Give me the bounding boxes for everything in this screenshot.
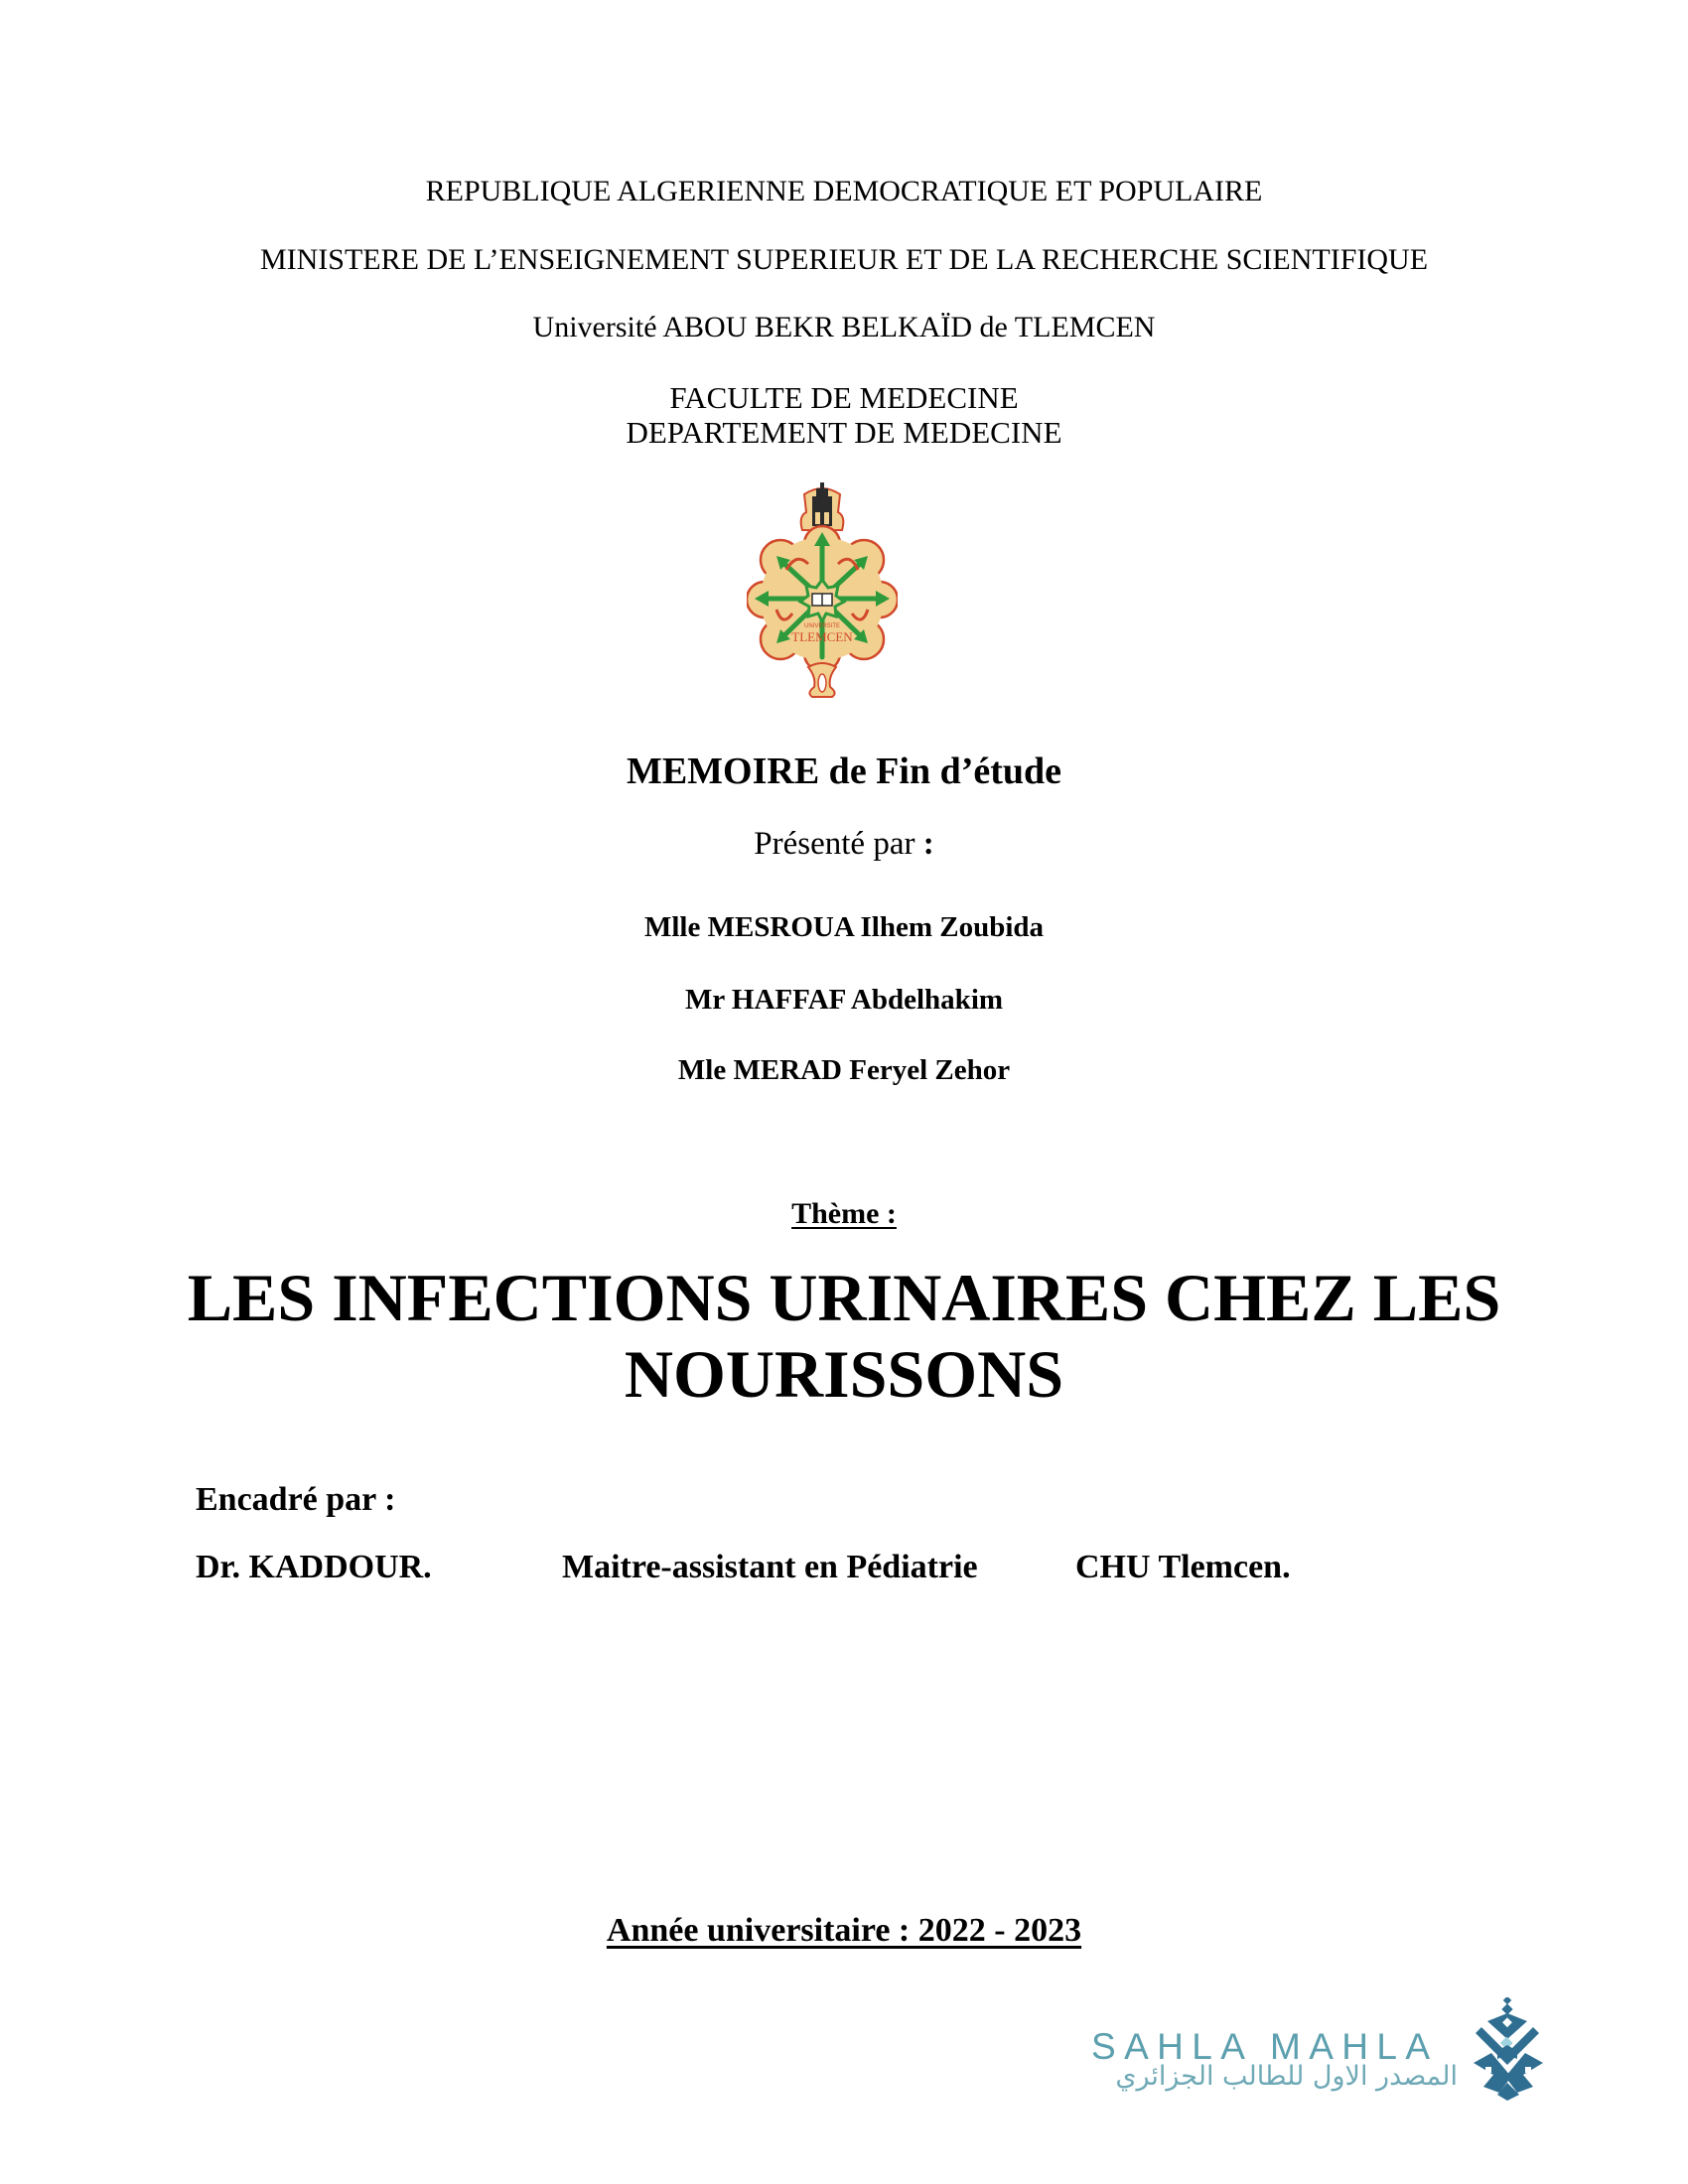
- supervisor-institution: CHU Tlemcen.: [1075, 1549, 1291, 1585]
- presented-by-label: [0, 828, 1688, 861]
- ministry-heading: MINISTERE DE L’ENSEIGNEMENT SUPERIEUR ET DE LA RECHERCHE SCIENTIFIQUE: [259, 243, 1429, 276]
- presented-by-colon: :: [914, 826, 934, 862]
- academic-year-row: [0, 1914, 1688, 1948]
- supervised-by-label: Encadré par :: [196, 1481, 396, 1518]
- memoire-title: MEMOIRE de Fin d’étude: [626, 751, 1062, 792]
- theme-label: Thème :: [791, 1197, 897, 1230]
- sahla-mahla-brand: SAHLA MAHLA: [1091, 2026, 1439, 2067]
- sahla-mahla-emblem-icon: [1472, 1997, 1545, 2101]
- supervisor-role: Maitre-assistant en Pédiatrie: [562, 1549, 978, 1585]
- thesis-title-line-2: NOURISSONS: [624, 1336, 1064, 1412]
- faculty-heading: FACULTE DE MEDECINE: [669, 380, 1019, 415]
- svg-text:TLEMCEN: TLEMCEN: [791, 629, 853, 644]
- presented-by-text: Présenté par: [754, 826, 915, 862]
- university-tlemcen-emblem-icon: [747, 482, 898, 699]
- thesis-title-line-1: LES INFECTIONS URINAIRES CHEZ LES: [187, 1260, 1501, 1335]
- author-2: Mr HAFFAF Abdelhakim: [684, 984, 1004, 1016]
- author-1: Mlle MESROUA Ilhem Zoubida: [643, 911, 1045, 943]
- svg-text:UNIVERSITE: UNIVERSITE: [803, 623, 841, 629]
- sahla-mahla-tagline: المصدر الاول للطالب الجزائري: [1115, 2061, 1458, 2092]
- department-heading: DEPARTEMENT DE MEDECINE: [626, 415, 1062, 450]
- republic-heading: REPUBLIQUE ALGERIENNE DEMOCRATIQUE ET POPULAIRE: [425, 175, 1263, 207]
- author-3: Mle MERAD Feryel Zehor: [677, 1054, 1011, 1086]
- supervisor-name: Dr. KADDOUR.: [196, 1549, 432, 1585]
- theme-label-row: [0, 1199, 1688, 1229]
- university-heading: Université ABOU BEKR BELKAÏD de TLEMCEN: [532, 311, 1156, 343]
- academic-year: Année universitaire : 2022 - 2023: [606, 1912, 1082, 1949]
